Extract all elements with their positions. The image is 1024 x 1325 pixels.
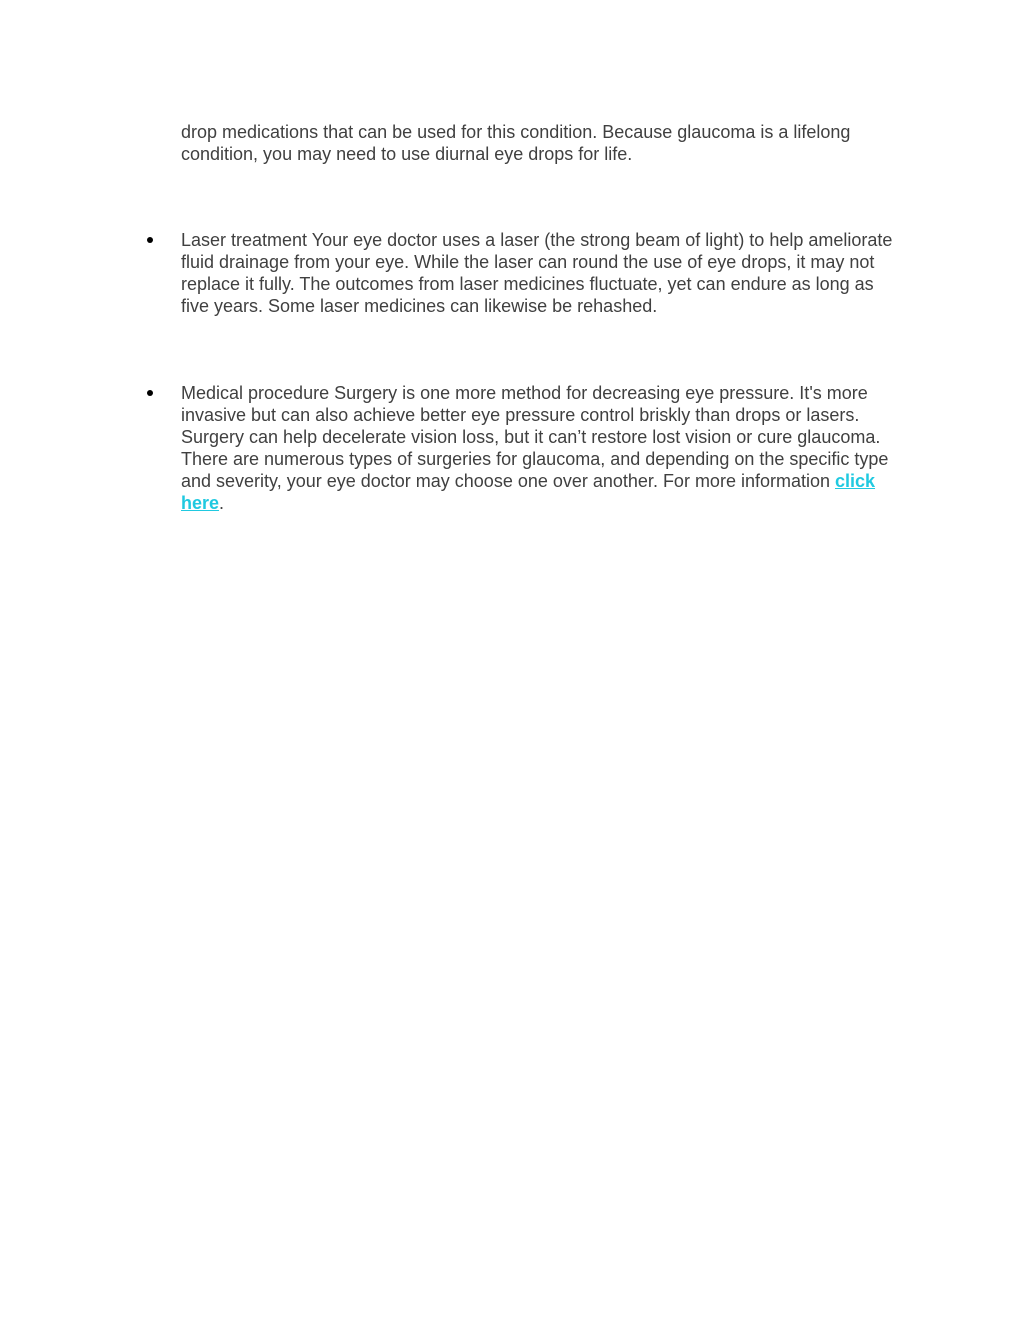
bullet-icon [147,382,155,390]
list-item-medical-procedure [181,382,906,514]
click-here-link[interactable]: click here [181,471,876,513]
bullet-icon [147,229,155,237]
list-item-laser-treatment: Laser treatment Your eye doctor uses a laser (the strong beam of light) to help ameliorate fluid drainage from your eye. While the laser can round the use of eye drops, it may not replace it fully. The outcomes from laser medicines fluctuate, yet can endure as long as five years. Some laser medicines can likewise be rehashed. [181,230,893,316]
list-item-text: Medical procedure Surgery is one more method for decreasing eye pressure. It's more invasive but can also achieve better eye pressure control briskly than drops or lasers. Surgery can help decelerate vision loss, but it can’t restore lost vision or cure glaucoma. There are numerous types of surgeries for glaucoma, and depending on the specific type and severity, your eye doctor may choose one over another. For more information [181,383,889,491]
continuation-paragraph: drop medications that can be used for this condition. Because glaucoma is a lifelong condition, you may need to use diurnal eye drops for life. [181,122,851,164]
period-text: . [219,493,225,513]
